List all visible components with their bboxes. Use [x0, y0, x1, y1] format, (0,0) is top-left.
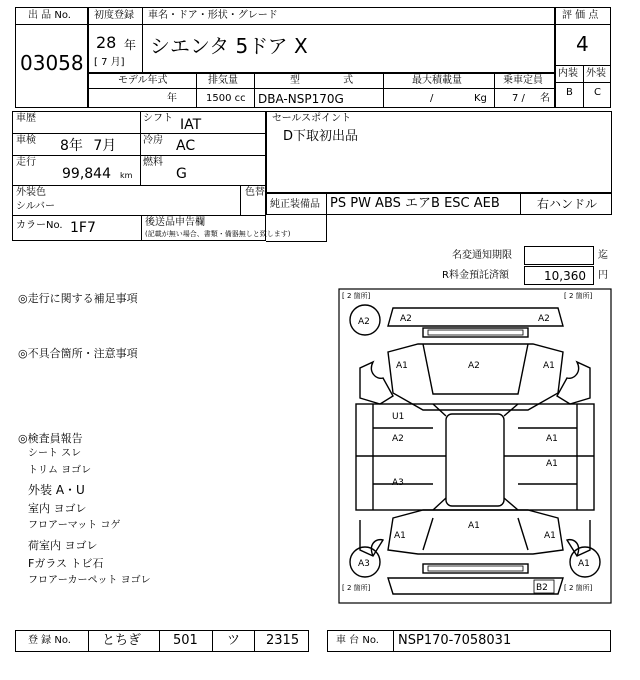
registration-class: 501 [173, 633, 198, 648]
declaration-note: (記載が無い場合、書類・備器無しと致します) [145, 230, 291, 238]
color-label: 外装色 [16, 187, 46, 198]
divider [254, 73, 255, 108]
divider [326, 193, 327, 241]
rear-garnish [423, 564, 528, 573]
rear-garnish-inner [428, 566, 523, 571]
roof [446, 414, 504, 506]
damage-mark: A1 [578, 559, 590, 569]
capacity-unit: 名 [540, 93, 550, 104]
front-bumper [388, 308, 563, 326]
steering: 右ハンドル [537, 197, 598, 211]
divider [393, 630, 394, 652]
equipment: PS PW ABS エアB ESC AEB [330, 196, 500, 211]
damage-mark: A1 [543, 361, 555, 371]
report-item: Fガラス トビ石 [28, 557, 104, 570]
sales-point: D下取初出品 [283, 129, 359, 144]
divider [140, 111, 141, 185]
rear-hatch [388, 510, 563, 554]
driving-notes-label: ◎走行に関する補足事項 [18, 292, 138, 305]
corner-label-br: [ 2 箇所] [564, 584, 593, 592]
divider [494, 73, 495, 108]
defects-label: ◎不具合箇所・注意事項 [18, 347, 138, 360]
mileage-label: 走行 [16, 157, 36, 168]
front-grille-inner [428, 330, 523, 335]
fuel-label: 燃料 [143, 157, 163, 168]
left-fender [360, 362, 393, 404]
color-no-label: カラーNo. [16, 220, 63, 231]
shift: IAT [180, 117, 202, 133]
damage-mark: A1 [544, 531, 556, 541]
name-change-box [524, 246, 594, 265]
divider [141, 215, 142, 241]
chassis-number: NSP170-7058031 [398, 633, 512, 648]
right-fender [557, 362, 590, 404]
shift-label: シフト [143, 113, 173, 124]
car-name: シエンタ 5ドア X [150, 34, 308, 58]
name-change-label: 名変通知期限 [452, 250, 512, 261]
registration-label: 登 録 No. [28, 635, 71, 646]
car-name-label: 車名・ドア・形状・グレード [148, 10, 278, 21]
damage-mark: A1 [396, 361, 408, 371]
registration-kana: ツ [227, 633, 241, 648]
first-reg-label: 初度登録 [94, 10, 134, 21]
corner-label-tr: [ 2 箇所] [564, 292, 593, 300]
inspector-report-label: ◎検査員報告 [18, 432, 83, 445]
divider [240, 185, 241, 215]
divider [159, 630, 160, 652]
first-reg-month: [ 7 月] [94, 57, 125, 68]
damage-mark: A3 [358, 559, 370, 569]
corner-label-bl: [ 2 箇所] [342, 584, 371, 592]
corner-label-tl: [ 2 箇所] [342, 292, 371, 300]
name-change-unit: 迄 [598, 250, 608, 261]
displacement: 1500 cc [206, 93, 246, 104]
type-value: DBA-NSP170G [258, 92, 344, 106]
car-damage-diagram [338, 288, 612, 604]
damage-mark: A2 [400, 314, 412, 324]
damage-mark: B2 [536, 583, 548, 593]
recycle-unit: 円 [598, 270, 608, 281]
type-label: 型 式 [290, 75, 354, 86]
divider [12, 155, 266, 156]
capacity-label: 乗車定員 [503, 75, 543, 86]
registration-number: 2315 [266, 633, 300, 648]
model-year-label: モデル年式 [118, 75, 168, 86]
damage-mark: A2 [358, 317, 370, 327]
report-item: フロアーマット コゲ [28, 520, 121, 531]
grade-label: 評 価 点 [562, 10, 599, 21]
report-item: 荷室内 ヨゴレ [28, 539, 98, 552]
report-item: フロアーカーペット ヨゴレ [28, 575, 151, 586]
right-quarter [567, 520, 590, 556]
recycle-label: R料金預託済額 [442, 270, 509, 281]
mileage: 99,844 [62, 166, 111, 182]
declaration-label: 後送品申告欄 [145, 217, 205, 228]
divider [555, 24, 611, 25]
divider [12, 215, 266, 216]
divider [520, 193, 521, 215]
report-item: 室内 ヨゴレ [28, 502, 87, 515]
report-item: 外装 A・U [28, 483, 85, 497]
max-load-unit: Kg [474, 93, 487, 104]
damage-mark: A3 [392, 478, 404, 488]
divider [88, 24, 555, 25]
divider [142, 7, 143, 73]
exterior-grade-label: 外装 [586, 68, 606, 79]
inspection-label: 車検 [16, 135, 36, 146]
damage-mark: A2 [392, 434, 404, 444]
aircon-label: 冷房 [143, 135, 163, 146]
divider [383, 73, 384, 108]
capacity: 7 / [512, 93, 525, 104]
damage-mark: A1 [546, 434, 558, 444]
history-label: 車歴 [16, 113, 36, 124]
divider [12, 185, 266, 186]
divider [583, 65, 584, 108]
fuel: G [176, 166, 187, 182]
divider [212, 630, 213, 652]
mileage-unit: km [120, 171, 133, 180]
inspection: 8年 7月 [60, 138, 117, 154]
first-reg-year: 28 [96, 33, 117, 52]
registration-area: とちぎ [102, 633, 142, 648]
damage-mark: A2 [468, 361, 480, 371]
sales-point-label: セールスポイント [272, 113, 352, 124]
overall-grade: 4 [576, 32, 589, 56]
damage-mark: U1 [392, 412, 405, 422]
damage-mark: A2 [538, 314, 550, 324]
interior-grade-label: 内装 [558, 68, 578, 79]
max-load-slash: / [430, 93, 434, 104]
color: シルバー [16, 201, 56, 212]
divider [254, 630, 255, 652]
lot-number: 03058 [20, 51, 84, 75]
left-quarter [360, 520, 383, 556]
model-year-unit: 年 [167, 93, 177, 104]
divider [196, 73, 197, 108]
damage-mark: A1 [546, 459, 558, 469]
chassis-label: 車 台 No. [336, 635, 379, 646]
exterior-grade: C [594, 87, 601, 98]
damage-mark: A1 [394, 531, 406, 541]
divider [266, 241, 327, 242]
divider [15, 24, 88, 25]
divider [12, 133, 266, 134]
hood-outline [388, 344, 563, 410]
interior-grade: B [566, 87, 573, 98]
year-unit: 年 [124, 38, 137, 52]
report-item: シート スレ [28, 448, 82, 459]
aircon: AC [176, 138, 196, 154]
lot-number-label: 出 品 No. [28, 10, 71, 21]
color-no: 1F7 [70, 220, 96, 236]
displacement-label: 排気量 [208, 75, 238, 86]
report-item: トリム ヨゴレ [28, 465, 92, 476]
color-change-label: 色替 [245, 187, 265, 198]
max-load-label: 最大積載量 [412, 75, 462, 86]
recycle-amount: 10,360 [544, 269, 586, 283]
divider [88, 630, 89, 652]
divider [88, 88, 555, 89]
damage-mark: A1 [468, 521, 480, 531]
front-grille [423, 328, 528, 337]
equipment-label: 純正装備品 [270, 199, 320, 210]
